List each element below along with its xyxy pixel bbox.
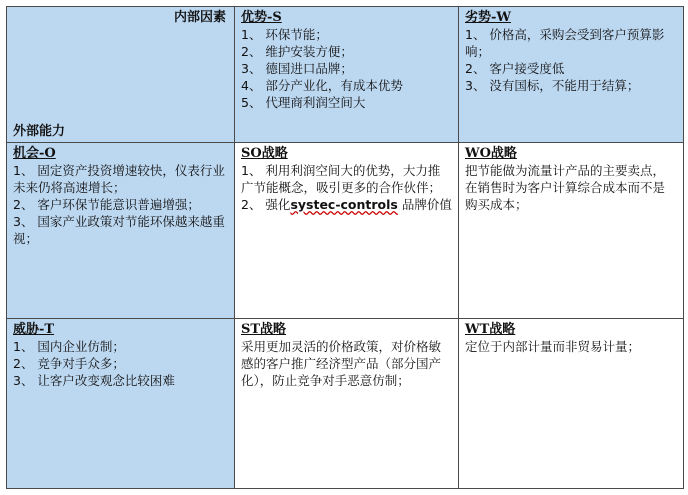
weakness-item: 1、 价格高，采购会受到客户预算影响； bbox=[465, 27, 665, 59]
strength-item: 5、 代理商利润空间大 bbox=[241, 95, 366, 110]
threat-item: 3、 让客户改变观念比较困难 bbox=[13, 373, 175, 388]
st-strategy-cell bbox=[235, 319, 459, 489]
wt-strategy-cell bbox=[459, 319, 684, 489]
so-strategy-cell bbox=[235, 143, 459, 319]
external-capability-label: 外部能力 bbox=[13, 124, 66, 139]
wo-strategy-text: 把节能做为流量计产品的主要卖点，在销售时为客户计算综合成本而不是购买成本； bbox=[465, 163, 666, 212]
st-strategy-text: 采用更加灵活的价格政策，对价格敏感的客户推广经济型产品（部分国产化），防止竞争对手恶意仿制； bbox=[241, 339, 442, 388]
weaknesses-cell bbox=[459, 7, 684, 143]
strengths-title: 优势-S bbox=[241, 10, 282, 25]
weaknesses-title: 劣势-W bbox=[465, 10, 511, 25]
strength-item: 2、 维护安装方便； bbox=[241, 44, 353, 59]
threats-cell bbox=[7, 319, 235, 489]
so-strategy-title: SO战略 bbox=[241, 146, 288, 161]
strength-item: 4、 部分产业化，有成本优势 bbox=[241, 78, 403, 93]
corner-cell bbox=[7, 7, 235, 143]
swot-matrix bbox=[6, 6, 684, 489]
threats-title: 威胁-T bbox=[13, 322, 55, 337]
strength-item: 3、 德国进口品牌； bbox=[241, 61, 353, 76]
so-item-prefix: 2、 强化 bbox=[241, 197, 291, 212]
so-strategy-item bbox=[241, 196, 452, 213]
wo-strategy-cell bbox=[459, 143, 684, 319]
opportunities-cell bbox=[7, 143, 235, 319]
opportunity-item: 2、 客户环保节能意识普遍增强； bbox=[13, 197, 200, 212]
opportunities-title: 机会-O bbox=[13, 146, 56, 161]
wt-strategy-title: WT战略 bbox=[465, 322, 516, 337]
st-strategy-title: ST战略 bbox=[241, 322, 287, 337]
internal-factors-label: 内部因素 bbox=[173, 10, 226, 25]
brand-name: systec-controls bbox=[290, 197, 398, 212]
weakness-item: 2、 客户接受度低 bbox=[465, 61, 565, 76]
strengths-cell bbox=[235, 7, 459, 143]
wo-strategy-title: WO战略 bbox=[465, 146, 517, 161]
strength-item: 1、 环保节能； bbox=[241, 27, 328, 42]
threat-item: 1、 国内企业仿制； bbox=[13, 339, 125, 354]
wt-strategy-text: 定位于内部计量而非贸易计量； bbox=[465, 339, 641, 354]
opportunity-item: 3、 国家产业政策对节能环保越来越重视； bbox=[13, 214, 225, 246]
weakness-item: 3、 没有国标，不能用于结算； bbox=[465, 78, 640, 93]
so-strategy-item: 1、 利用利润空间大的优势，大力推广节能概念，吸引更多的合作伙伴； bbox=[241, 163, 442, 195]
opportunity-item: 1、 固定资产投资增速较快，仪表行业未来仍将高速增长； bbox=[13, 163, 225, 195]
threat-item: 2、 竞争对手众多； bbox=[13, 356, 125, 371]
so-item-suffix: 品牌价值 bbox=[397, 197, 452, 212]
